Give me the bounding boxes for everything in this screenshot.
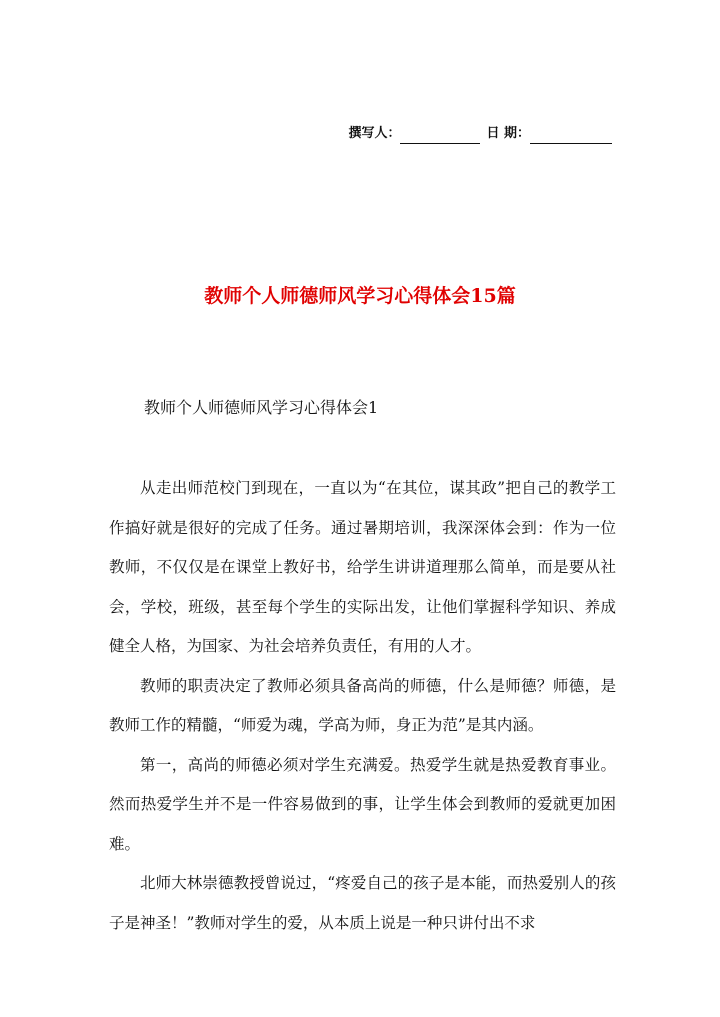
paragraph: 教师的职责决定了教师必须具备高尚的师德，什么是师德？师德，是教师工作的精髓，“师爱为魂，学高为师，身正为范”是其内涵。 (109, 676, 616, 734)
author-date-line (0, 124, 612, 144)
document-title: 教师个人师德师风学习心得体会15篇 (204, 285, 516, 307)
paragraph: 第一，高尚的师德必须对学生充满爱。热爱学生就是热爱教育事业。然而热爱学生并不是一件容易做到的事，让学生体会到教师的爱就更加困难。 (109, 755, 616, 853)
paragraph: 从走出师范校门到现在，一直以为“在其位，谋其政”把自己的教学工作搞好就是很好的完成了任务。通过暑期培训，我深深体会到：作为一位教师，不仅仅是在课堂上教好书，给学生讲讲道理那么简单，而是要从社会，学校，班级，甚至每个学生的实际出发，让他们掌握科学知识、养成健全人格，为国家、为社会培养负责任，有用的人才。 (109, 479, 616, 655)
author-blank-field (400, 129, 480, 144)
author-label: 撰写人： (348, 126, 401, 141)
body-text (109, 469, 616, 943)
paragraph: 北师大林崇德教授曾说过，“疼爱自己的孩子是本能，而热爱别人的孩子是神圣！”教师对学生的爱，从本质上说是一种只讲付出不求 (109, 874, 616, 932)
date-blank-field (530, 129, 612, 144)
section-subtitle: 教师个人师德师风学习心得体会1 (144, 398, 379, 417)
date-label: 日 期： (486, 126, 530, 141)
